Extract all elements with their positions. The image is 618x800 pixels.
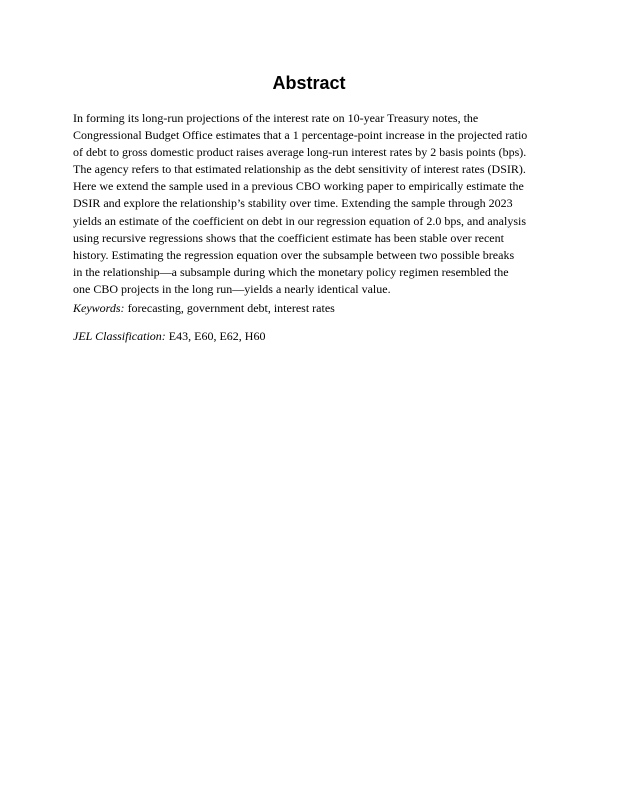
keywords-label: Keywords: bbox=[73, 301, 125, 315]
abstract-line: The agency refers to that estimated relationship as the debt sensitivity of interest rates (DSIR). bbox=[73, 162, 526, 177]
abstract-line: yields an estimate of the coefficient on debt in our regression equation of 2.0 bps, and analysis bbox=[73, 213, 526, 228]
abstract-line: DSIR and explore the relationship’s stability over time. Extending the sample through 2023 bbox=[73, 196, 513, 211]
abstract-line: using recursive regressions shows that the coefficient estimate has been stable over recent bbox=[73, 230, 504, 245]
abstract-line: Congressional Budget Office estimates that a 1 percentage-point increase in the projected ratio bbox=[73, 128, 528, 143]
abstract-line: history. Estimating the regression equation over the subsample between two possible breaks bbox=[73, 247, 515, 262]
abstract-line: Here we extend the sample used in a previous CBO working paper to empirically estimate the bbox=[73, 179, 524, 194]
jel-classification-value: E43, E60, E62, H60 bbox=[165, 329, 266, 343]
abstract-line: In forming its long-run projections of the interest rate on 10-year Treasury notes, the bbox=[73, 111, 479, 125]
abstract-line: of debt to gross domestic product raises average long-run interest rates by 2 basis points (bps). bbox=[73, 145, 527, 160]
abstract-line: one CBO projects in the long run—yields a nearly identical value. bbox=[73, 281, 391, 296]
keywords-value: forecasting, government debt, interest rates bbox=[124, 301, 335, 315]
abstract-paragraph bbox=[73, 110, 543, 298]
jel-classification-label: JEL Classification: bbox=[73, 329, 166, 343]
abstract-heading: Abstract bbox=[272, 73, 346, 93]
jel-classification-line bbox=[73, 328, 265, 344]
keywords-line bbox=[73, 300, 335, 316]
abstract-line: in the relationship—a subsample during which the monetary policy regimen resembled the bbox=[73, 264, 509, 279]
